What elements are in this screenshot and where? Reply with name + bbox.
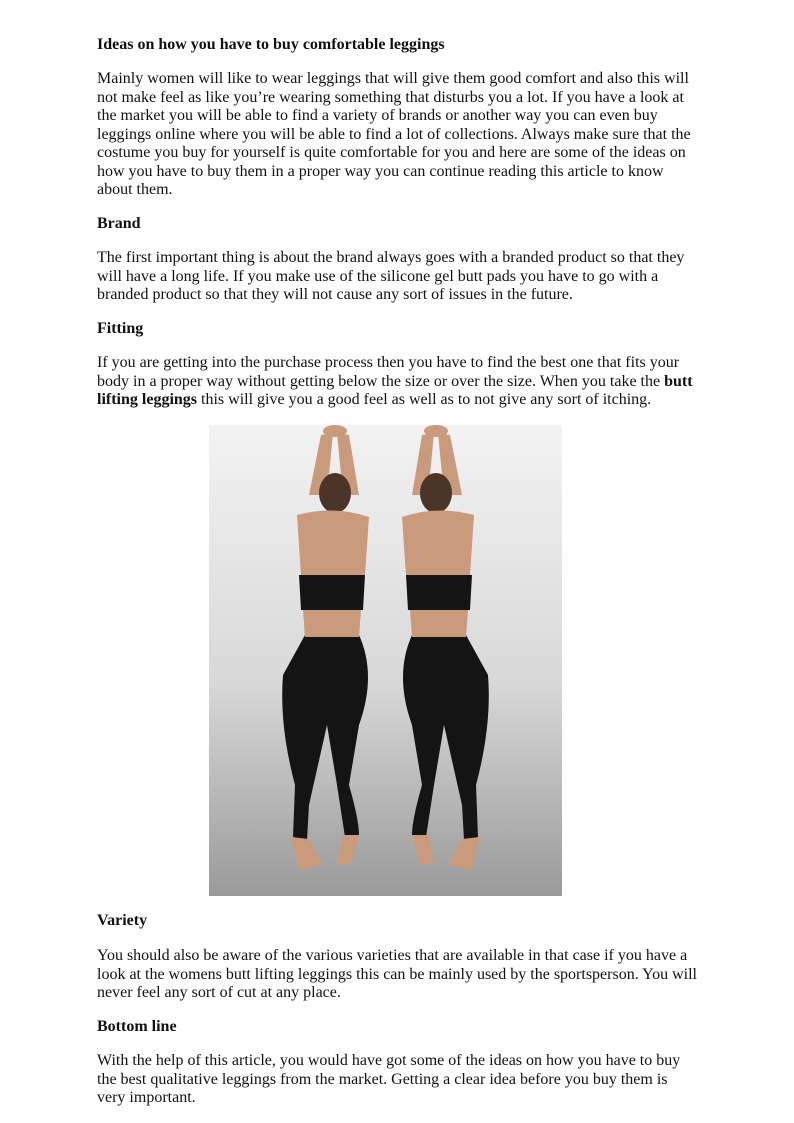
leggings-photo [209, 425, 562, 896]
bottom-line-paragraph: With the help of this article, you would have got some of the ideas on how you have to buy the best qualitative leggings from the market. Getting a clear idea before you buy them is very important. [97, 1052, 681, 1106]
brand-heading: Brand [97, 215, 141, 232]
article-title: Ideas on how you have to buy comfortable leggings [97, 36, 445, 53]
fitting-paragraph [97, 354, 697, 410]
fitting-text-after: this will give you a good feel as well as to not give any sort of itching. [197, 391, 652, 408]
variety-paragraph: You should also be aware of the various varieties that are available in that case if you have a look at the womens butt lifting leggings this can be mainly used by the sportsperson. You will never feel any sort of cut at any place. [97, 947, 697, 1001]
bottom-line-heading: Bottom line [97, 1018, 177, 1035]
butt-lifting-leggings-link: butt lifting leggings [97, 372, 693, 408]
fitting-heading: Fitting [97, 320, 144, 337]
intro-paragraph: Mainly women will like to wear leggings that will give them good comfort and also this will not make feel as like you’re wearing something that disturbs you a lot. If you have a look at the market you will be able to find a variety of brands or another way you can even buy leggings online where you will be able to find a lot of collections. Always make sure that the costume you buy for yourself is quite comfortable for you and here are some of the ideas on how you have to buy them in a proper way you can continue reading this article to know about them. [97, 70, 691, 198]
variety-heading: Variety [97, 912, 148, 929]
fitting-text-before: If you are getting into the purchase process then you have to find the best one that fits your body in a proper way without getting below the size or over the size. When you take the [97, 354, 680, 390]
brand-paragraph: The first important thing is about the brand always goes with a branded product so that they will have a long life. If you make use of the silicone gel butt pads you have to go with a branded product so that they will not cause any sort of issues in the future. [97, 249, 685, 303]
